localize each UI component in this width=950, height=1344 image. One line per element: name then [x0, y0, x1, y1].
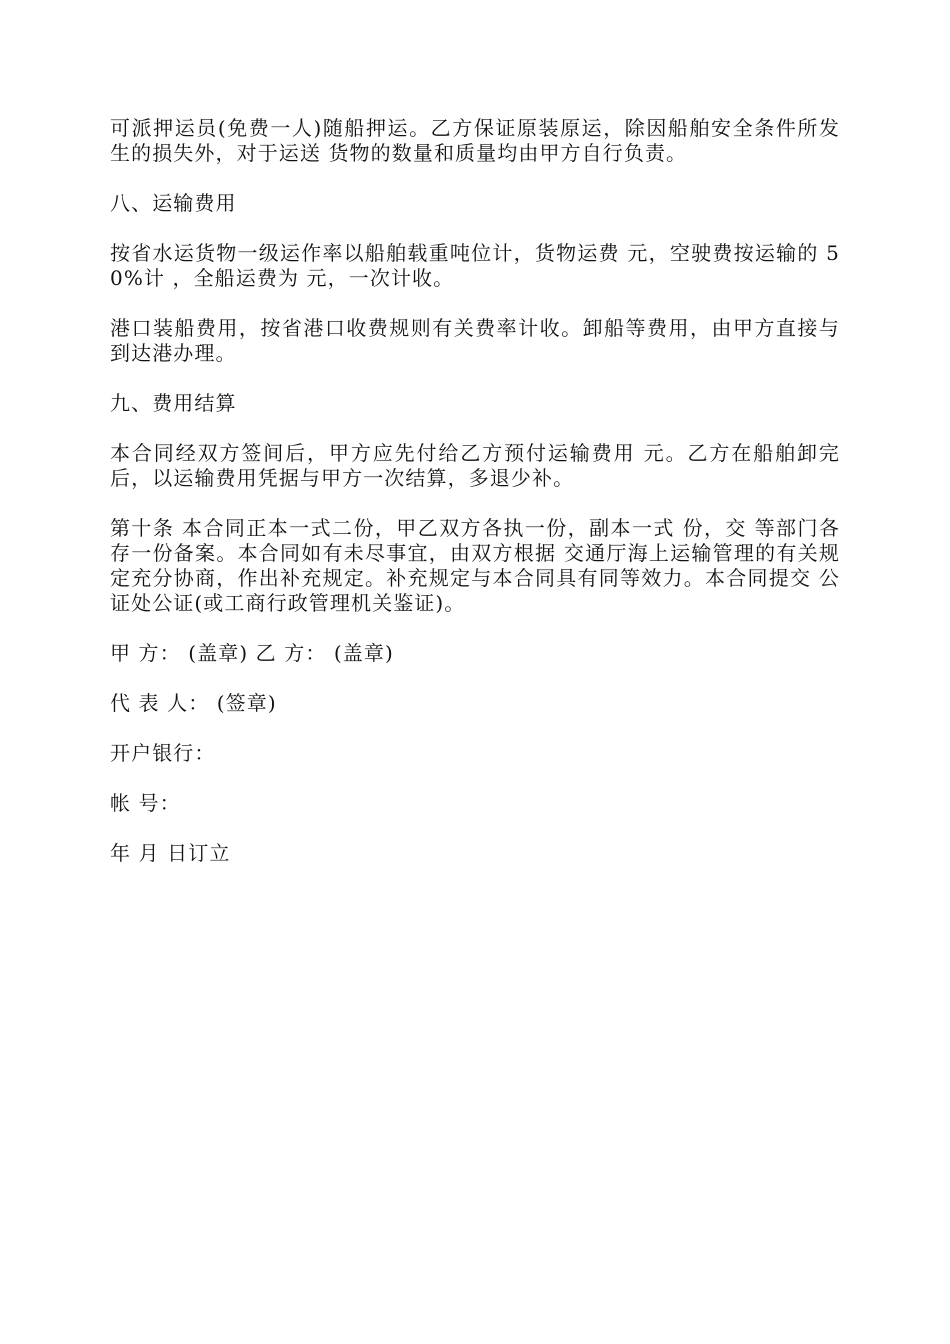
- section-heading-settlement: 九、费用结算: [110, 391, 237, 415]
- signature-block: [110, 641, 840, 866]
- representative-line: 代 表 人： (签章): [110, 691, 277, 715]
- parties-seal-line: 甲 方： (盖章) 乙 方： (盖章): [110, 641, 394, 665]
- section-heading-transport-fees: 八、运输费用: [110, 191, 237, 215]
- account-line: 帐 号：: [110, 791, 181, 815]
- article-ten-paragraph: 第十条 本合同正本一式二份，甲乙双方各执一份，副本一式 份，交 等部门各存一份备案。本合同如有未尽事宜，由双方根据 交通厅海上运输管理的有关规定充分协商，作出补充规定。补充规定与本合同具有同等效力。本合同提交 公证处公证(或工商行政管理机关鉴证)。: [110, 516, 840, 615]
- bank-line: 开户银行：: [110, 741, 216, 765]
- port-loading-paragraph: 港口装船费用，按省港口收费规则有关费率计收。卸船等费用，由甲方直接与到达港办理。: [110, 316, 840, 365]
- settlement-paragraph: 本合同经双方签间后，甲方应先付给乙方预付运输费用 元。乙方在船舶卸完后，以运输费用凭据与甲方一次结算，多退少补。: [110, 441, 840, 490]
- contract-page: [110, 116, 840, 891]
- date-line: 年 月 日订立: [110, 841, 231, 865]
- escort-paragraph: 可派押运员(免费一人)随船押运。乙方保证原装原运，除因船舶安全条件所发生的损失外，对于运送 货物的数量和质量均由甲方自行负责。: [110, 116, 840, 165]
- freight-rate-paragraph: 按省水运货物一级运作率以船舶载重吨位计，货物运费 元，空驶费按运输的 50%计 ，全船运费为 元，一次计收。: [110, 241, 840, 290]
